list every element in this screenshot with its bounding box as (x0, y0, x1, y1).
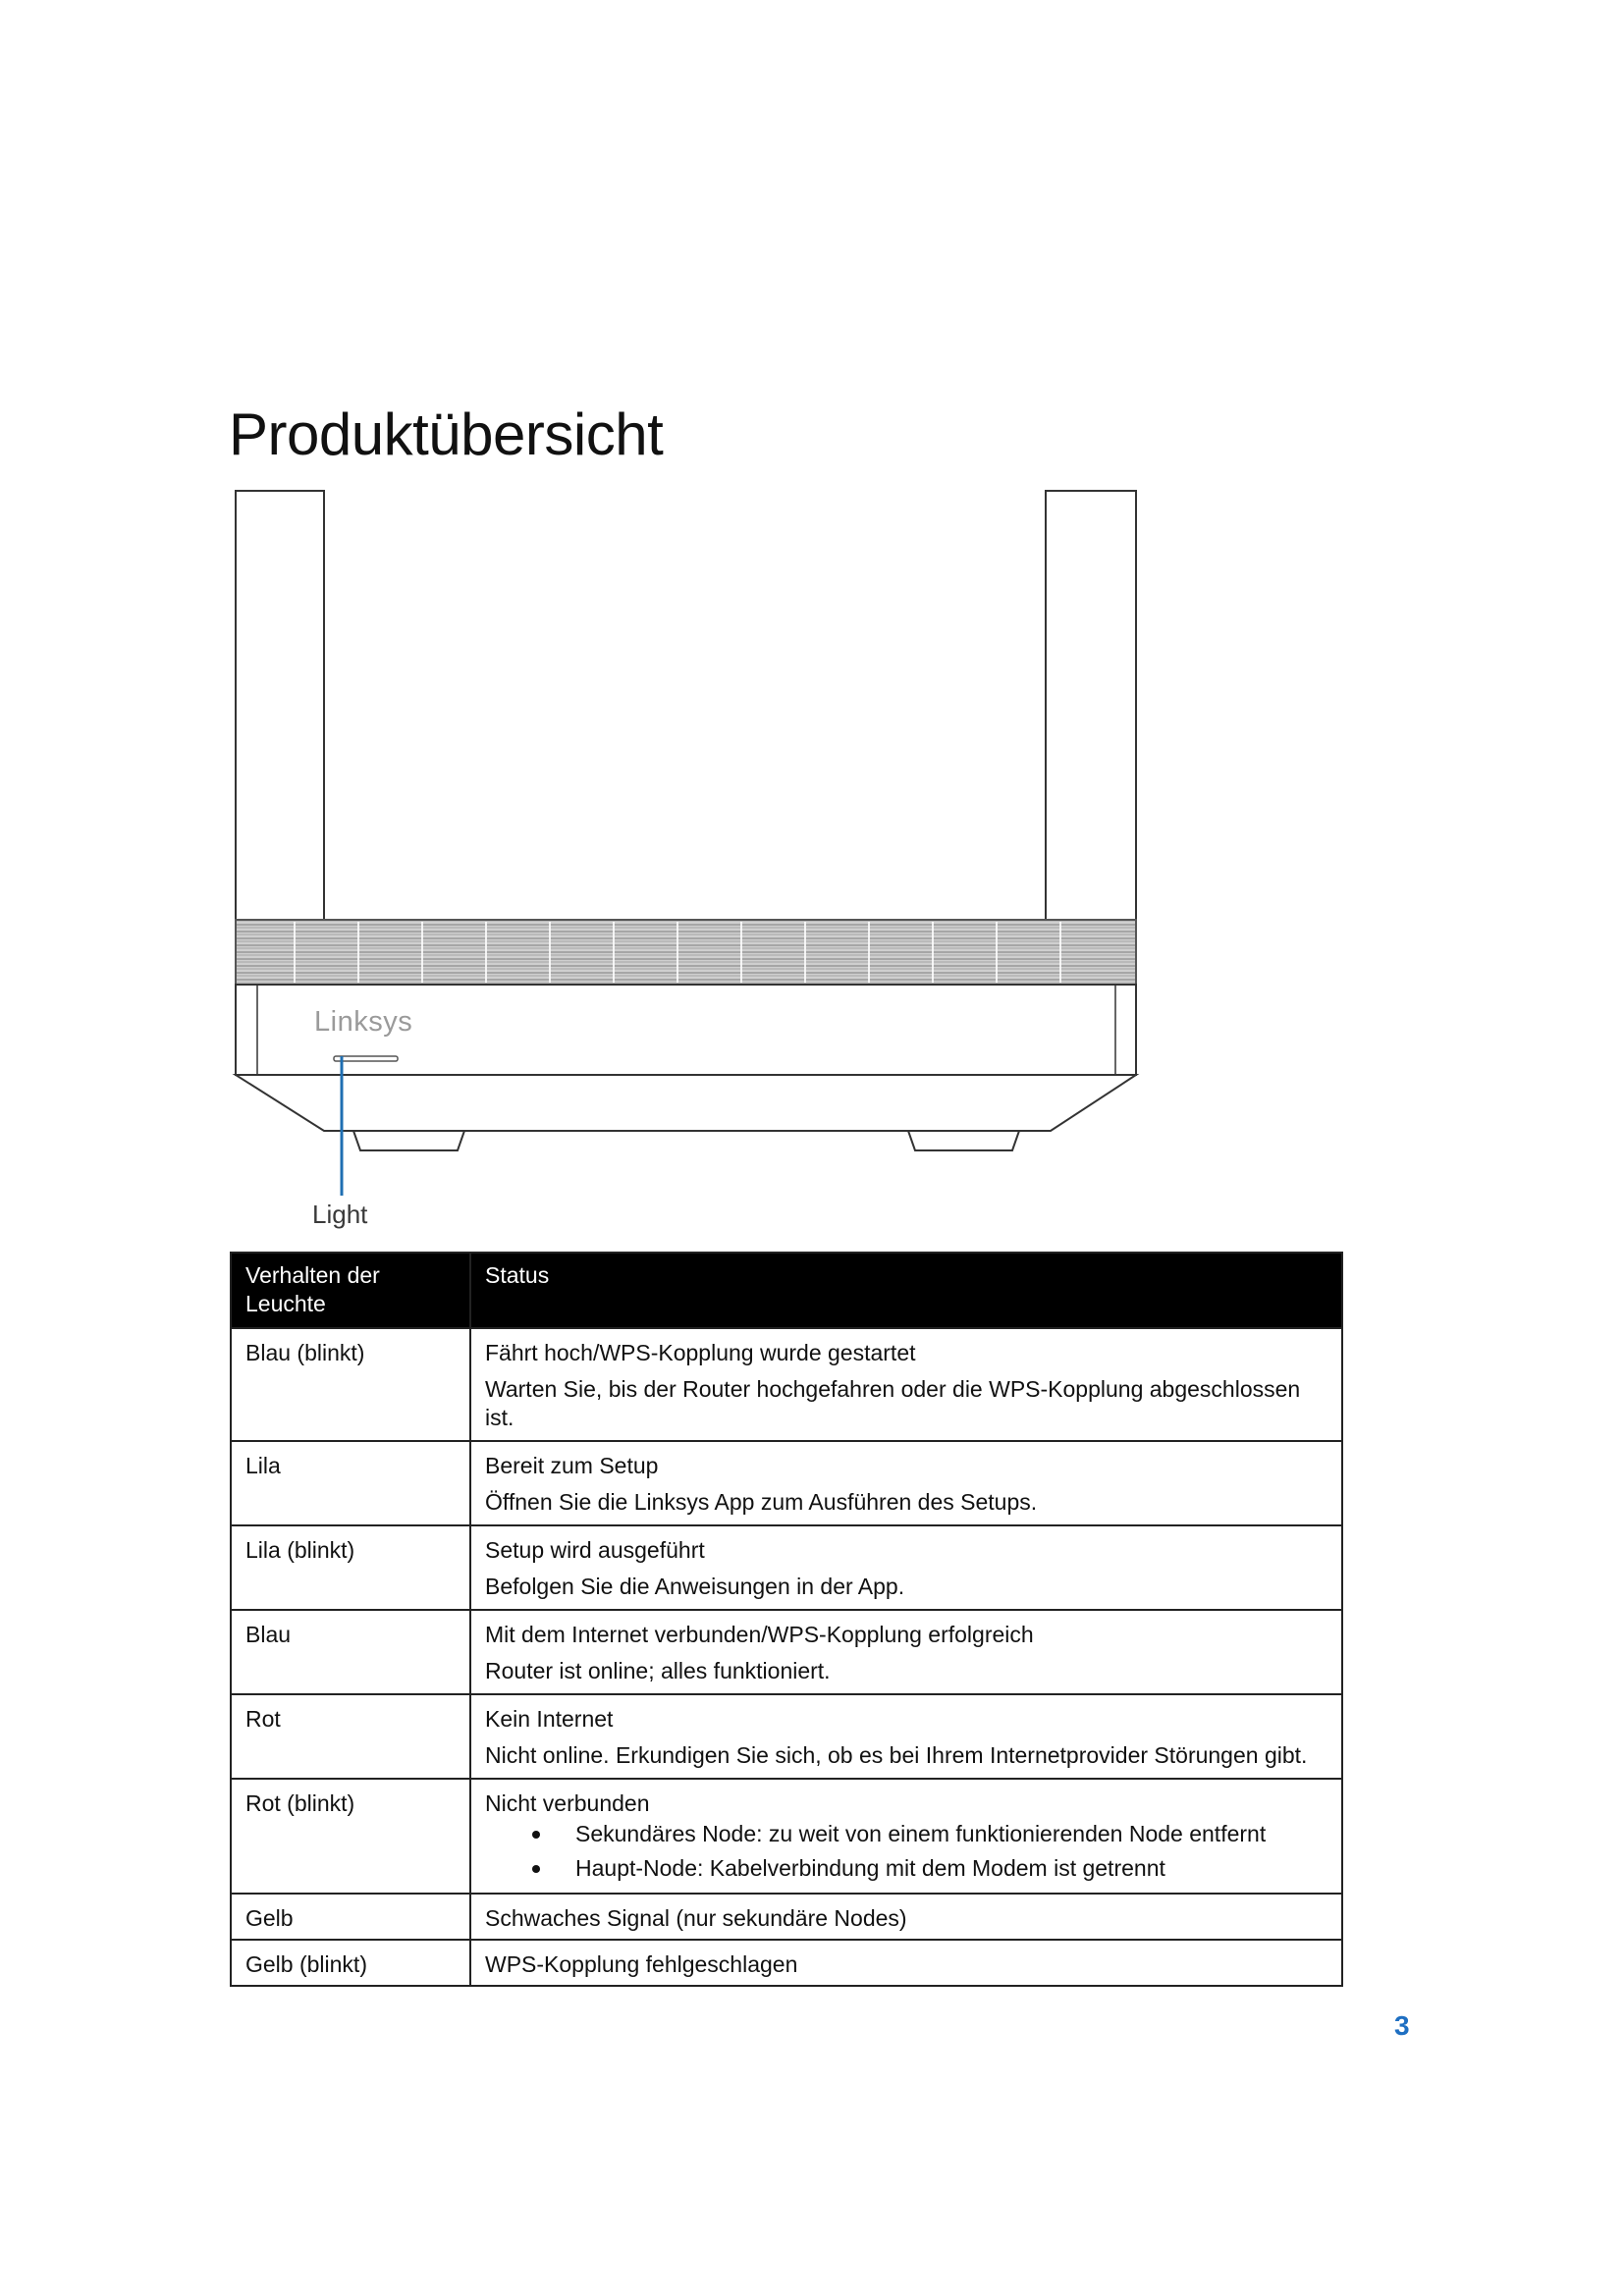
status-text: Bereit zum Setup (485, 1453, 659, 1478)
status-bullet-list (485, 1820, 1327, 1883)
list-item: Haupt-Node: Kabelverbindung mit dem Modem ist getrennt (485, 1854, 1327, 1883)
behavior-cell: Blau (231, 1610, 470, 1694)
status-cell (470, 1610, 1342, 1694)
status-detail: Befolgen Sie die Anweisungen in der App. (485, 1574, 905, 1599)
led-light-bar (334, 1056, 398, 1061)
behavior-cell: Rot (231, 1694, 470, 1779)
router-foot-right (908, 1131, 1019, 1150)
table-row (231, 1894, 1342, 1940)
status-detail: Öffnen Sie die Linksys App zum Ausführen des Setups. (485, 1489, 1038, 1515)
status-cell (470, 1525, 1342, 1610)
behavior-cell: Lila (blinkt) (231, 1525, 470, 1610)
router-illustration (226, 483, 1149, 1239)
table-row (231, 1441, 1342, 1525)
status-text: Setup wird ausgeführt (485, 1537, 705, 1563)
status-text: WPS-Kopplung fehlgeschlagen (485, 1951, 798, 1977)
table-row (231, 1525, 1342, 1610)
status-cell (470, 1779, 1342, 1894)
page-title: Produktübersicht (229, 401, 664, 467)
status-text: Mit dem Internet verbunden/WPS-Kopplung erfolgreich (485, 1622, 1034, 1647)
table-row (231, 1610, 1342, 1694)
table-row (231, 1328, 1342, 1441)
light-label: Light (312, 1200, 368, 1229)
status-detail: Router ist online; alles funktioniert. (485, 1658, 831, 1683)
list-item: Sekundäres Node: zu weit von einem funktionierenden Node entfernt (485, 1820, 1327, 1848)
status-text: Kein Internet (485, 1706, 614, 1732)
status-detail: Nicht online. Erkundigen Sie sich, ob es bei Ihrem Internetprovider Störungen gibt. (485, 1742, 1308, 1768)
status-text: Nicht verbunden (485, 1790, 650, 1816)
antenna-right (1046, 491, 1136, 923)
status-detail: Warten Sie, bis der Router hochgefahren oder die WPS-Kopplung abgeschlossen ist. (485, 1376, 1301, 1430)
table-header-row (231, 1253, 1342, 1328)
page-number: 3 (1394, 2010, 1410, 2041)
status-cell (470, 1694, 1342, 1779)
led-status-table (230, 1252, 1343, 1987)
table-row (231, 1694, 1342, 1779)
behavior-cell: Lila (231, 1441, 470, 1525)
table-row (231, 1940, 1342, 1986)
table-row (231, 1779, 1342, 1894)
behavior-cell: Rot (blinkt) (231, 1779, 470, 1894)
status-text: Schwaches Signal (nur sekundäre Nodes) (485, 1905, 907, 1931)
status-cell (470, 1940, 1342, 1986)
header-status: Status (470, 1253, 1342, 1328)
vent-grille (236, 920, 1136, 985)
header-behavior: Verhalten der Leuchte (231, 1253, 470, 1328)
status-cell (470, 1328, 1342, 1441)
router-foot-left (353, 1131, 464, 1150)
linksys-logo: Linksys (314, 1006, 413, 1038)
status-cell (470, 1894, 1342, 1940)
router-base (236, 1075, 1136, 1131)
antenna-left (236, 491, 324, 923)
behavior-cell: Blau (blinkt) (231, 1328, 470, 1441)
behavior-cell: Gelb (231, 1894, 470, 1940)
status-cell (470, 1441, 1342, 1525)
behavior-cell: Gelb (blinkt) (231, 1940, 470, 1986)
status-text: Fährt hoch/WPS-Kopplung wurde gestartet (485, 1340, 916, 1365)
